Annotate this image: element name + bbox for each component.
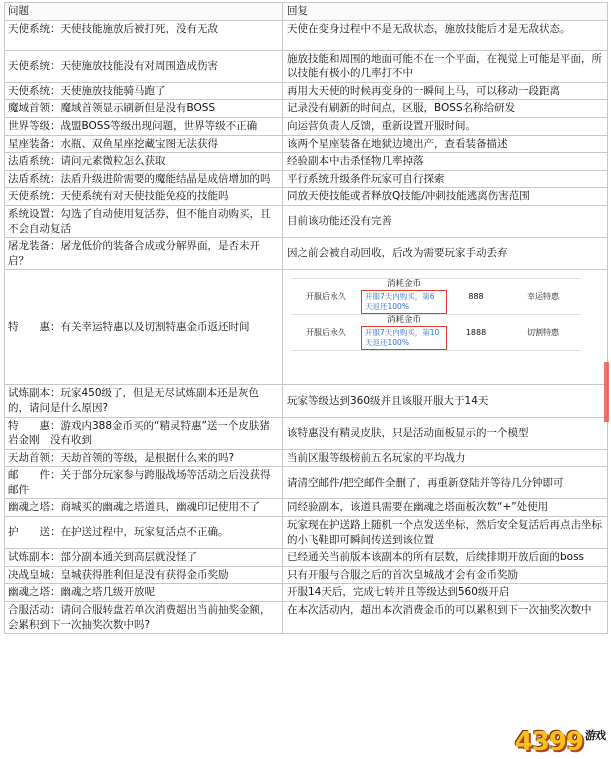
site-watermark-logo: 4399 $^{游戏}$ [514, 727, 605, 757]
answer-cell: 玩家现在护送路上随机一个点发送坐标，然后安全复活后再点击坐标的小飞鞋即可瞬间传送到该位置 [283, 517, 608, 549]
question-cell: 屠龙装备：屠龙低价的装备合成或分解界面，是否未开启？ [5, 238, 283, 270]
table-row [5, 117, 608, 135]
answer-cell: 当前区服等级榜前五名玩家的平均战力 [283, 449, 608, 467]
header-question: 问题 [5, 3, 283, 21]
table-row [5, 467, 608, 499]
answer-cell: 同经验副本，该道具需要在幽魂之塔面板次数“+”处使用 [283, 499, 608, 517]
answer-cell: 同放天使技能或者释放Q技能/冲刺技能逃离伤害范围 [283, 188, 608, 206]
question-cell: 魔域首领：魔域首领显示刷新但是没有BOSS [5, 100, 283, 118]
question-cell: 试炼副本：部分副本通关到高层就没怪了 [5, 549, 283, 567]
question-cell: 天劫首领：天劫首领的等级，是根据什么来的吗? [5, 449, 283, 467]
offer-name: 幸运特惠 [505, 279, 581, 315]
question-cell: 决战皇城：皇城获得胜利但是没有获得金币奖励 [5, 566, 283, 584]
question-cell: 天使系统：天使技能施放后被打死，没有无敌 [5, 20, 283, 50]
table-row [5, 135, 608, 153]
table-row [5, 449, 608, 467]
answer-cell: 向运营负责人反馈，重新设置开服时间。 [283, 117, 608, 135]
question-cell: 合服活动：请问合服转盘若单次消费超出当前抽奖金额，会累积到下一次抽奖次数中吗? [5, 602, 283, 634]
table-row [5, 499, 608, 517]
answer-cell: 请清空邮件/把空邮件全删了，再重新登陆并等待几分钟即可 [283, 467, 608, 499]
offer-time: 开服后永久 [291, 315, 361, 351]
question-cell: 系统设置：勾选了自动使用复活券，但不能自动购买，且不会自动复活 [5, 205, 283, 237]
answer-cell: 该两个星座装备在地狱边境出产，查看装备描述 [283, 135, 608, 153]
table-row [5, 517, 608, 549]
question-cell: 特 惠：游戏内388金币买的“精灵特惠”送一个皮肤猪岩金刚 没有收到 [5, 417, 283, 449]
answer-cell: 开服14天后，完成七转并且等级达到560级开启 [283, 584, 608, 602]
faq-table [4, 2, 608, 634]
table-row [5, 82, 608, 100]
question-cell: 幽魂之塔：幽魂之塔几级开放呢 [5, 584, 283, 602]
question-cell: 天使系统：天使施放技能骑马跑了 [5, 82, 283, 100]
answer-cell: 天使在变身过程中不是无敌状态，施放技能后才是无敌状态。 [283, 20, 608, 50]
offer-price: 1888 [447, 315, 505, 351]
table-row [5, 100, 608, 118]
special-offer-screenshot [291, 278, 581, 351]
offer-name: 切割特惠 [505, 315, 581, 351]
table-row [5, 238, 608, 270]
answer-cell: 目前该功能还没有完善 [283, 205, 608, 237]
answer-cell: 玩家等级达到360级并且该服开服大于14天 [283, 385, 608, 417]
table-row [5, 170, 608, 188]
table-row [5, 50, 608, 82]
table-row [5, 188, 608, 206]
offer-refund-note: 开服7天内购买，第10 天返还100% [361, 326, 447, 350]
answer-cell: 已经通关当前版本该副本的所有层数，后续排期开放后面的boss [283, 549, 608, 567]
answer-cell: 该特惠没有精灵皮肤，只是活动面板显示的一个模型 [283, 417, 608, 449]
answer-cell: 因之前会被自动回收，后改为需要玩家手动丢弃 [283, 238, 608, 270]
offer-time: 开服后永久 [291, 279, 361, 315]
offer-cost-label: 消耗金币 [386, 315, 421, 326]
question-cell: 特 惠：有关幸运特惠以及切割特惠金币返还时间 [5, 270, 283, 385]
answer-cell: 平行系统升级条件玩家可自行探索 [283, 170, 608, 188]
question-cell: 星座装备：水瓶、双鱼星座挖藏宝图无法获得 [5, 135, 283, 153]
question-cell: 天使系统：天使系统有对天使技能免疫的技能吗 [5, 188, 283, 206]
table-row [5, 417, 608, 449]
table-row [5, 566, 608, 584]
table-row [5, 385, 608, 417]
header-answer: 回复 [283, 3, 608, 21]
answer-cell: 再用大天使的时候再变身的一瞬间上马，可以移动一段距离 [283, 82, 608, 100]
answer-image-cell [283, 270, 608, 385]
offer-price: 888 [447, 279, 505, 315]
table-row-special [5, 270, 608, 385]
table-row [5, 549, 608, 567]
image-edge-decoration [604, 362, 609, 422]
question-cell: 试炼副本：玩家450级了，但是无尽试炼副本还是灰色的，请问是什么原因? [5, 385, 283, 417]
table-row [5, 584, 608, 602]
offer-row [291, 315, 581, 351]
offer-row [291, 279, 581, 315]
table-row [5, 205, 608, 237]
offer-detail [361, 315, 447, 351]
answer-cell: 记录没有刷新的时间点，区服，BOSS名称给研发 [283, 100, 608, 118]
table-header-row [5, 3, 608, 21]
question-cell: 邮 件：关于部分玩家参与跨服战场等活动之后没获得邮件 [5, 467, 283, 499]
table-row [5, 602, 608, 634]
question-cell: 世界等级：战盟BOSS等级出现问题，世界等级不正确 [5, 117, 283, 135]
table-row [5, 153, 608, 171]
question-cell: 护 送：在护送过程中，玩家复活点不正确。 [5, 517, 283, 549]
answer-cell: 施放技能和周围的地面可能不在一个平面，在视觉上可能是平面，所以技能有极小的几率打不中 [283, 50, 608, 82]
offer-cost-label: 消耗金币 [386, 279, 421, 290]
question-cell: 天使系统：天使施放技能没有对周围造成伤害 [5, 50, 283, 82]
answer-cell: 只有开服与合服之后的首次皇城战才会有金币奖励 [283, 566, 608, 584]
table-row [5, 20, 608, 50]
offer-detail [361, 279, 447, 315]
question-cell: 法盾系统：法盾升级进阶需要的魔能结晶是成倍增加的吗 [5, 170, 283, 188]
answer-cell: 经验副本中击杀怪物几率掉落 [283, 153, 608, 171]
answer-cell: 在本次活动内，超出本次消费金币的可以累积到下一次抽奖次数中 [283, 602, 608, 634]
question-cell: 幽魂之塔：商城买的幽魂之塔道具，幽魂印记使用不了 [5, 499, 283, 517]
offer-refund-note: 开服7天内购买，第6 天返还100% [361, 290, 447, 314]
question-cell: 法盾系统：请问元素微粒怎么获取 [5, 153, 283, 171]
